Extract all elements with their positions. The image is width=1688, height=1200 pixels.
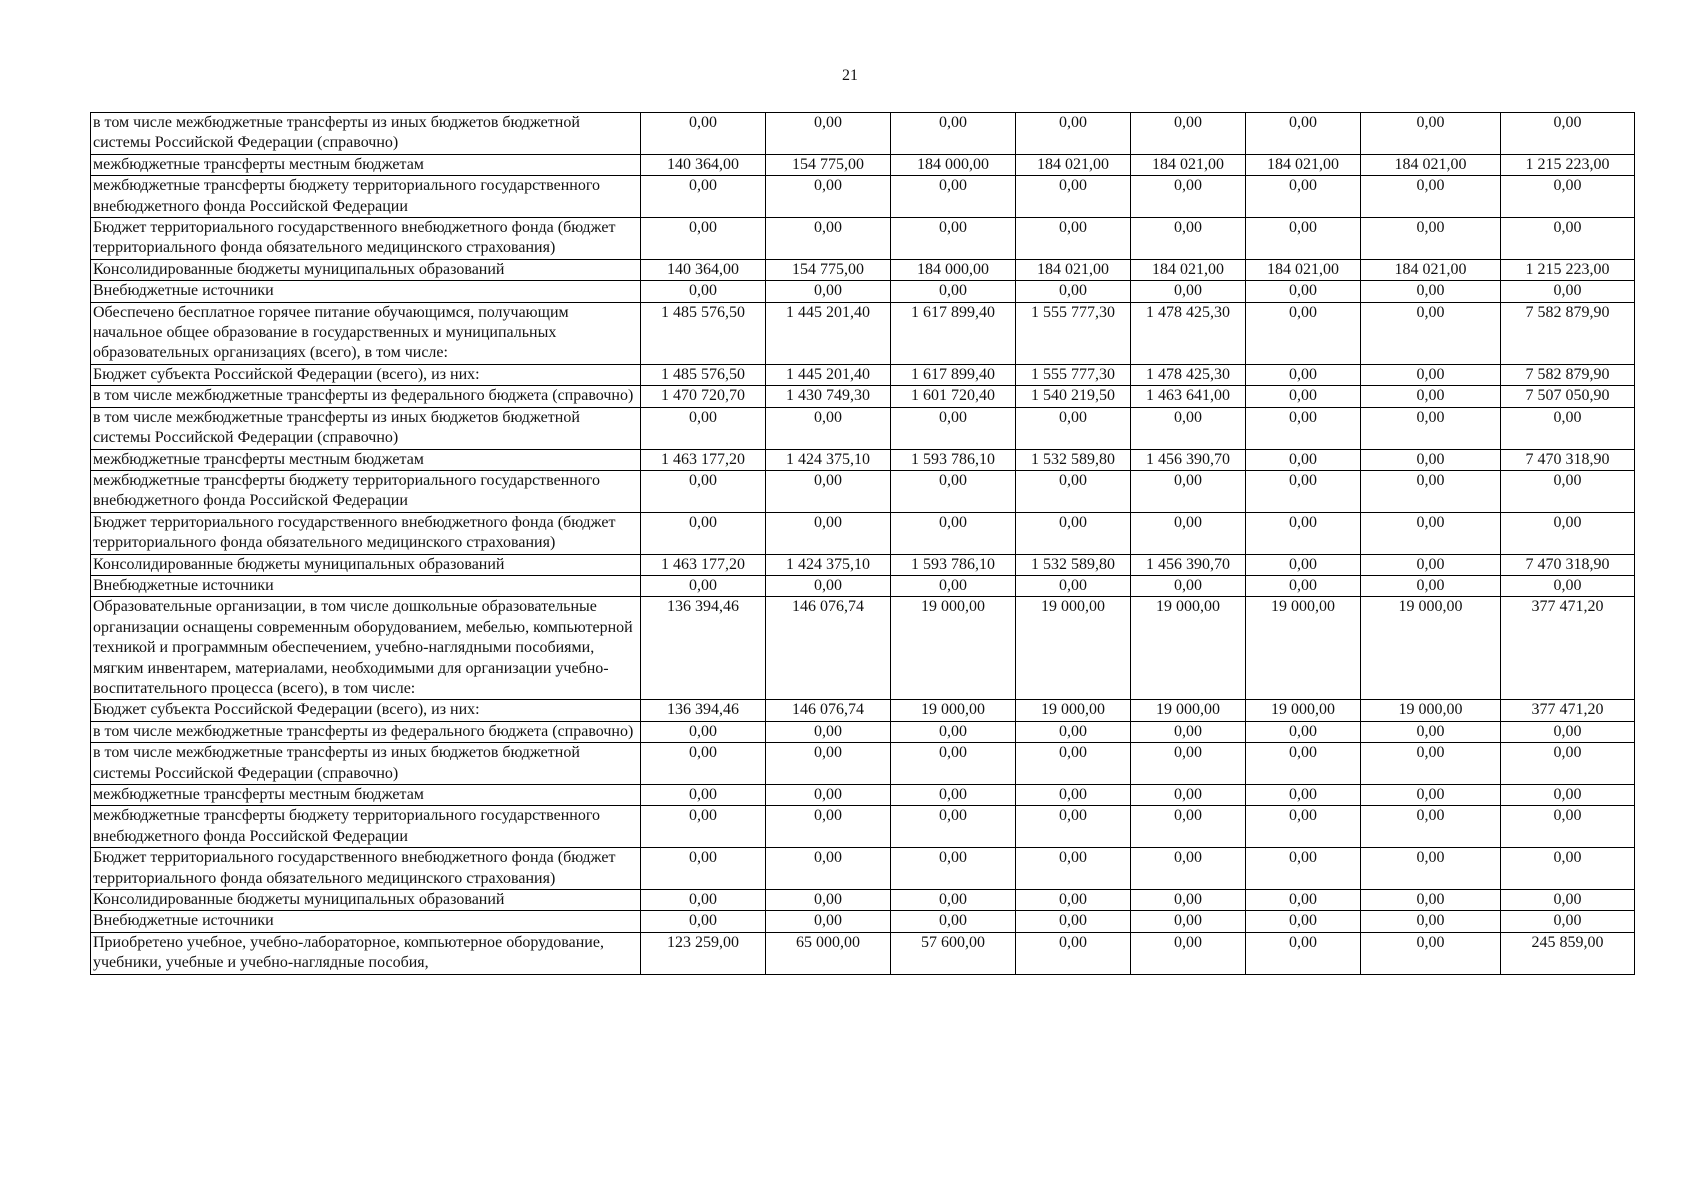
value-cell: 0,00 (891, 743, 1016, 785)
value-cell: 0,00 (1501, 785, 1635, 806)
value-cell: 0,00 (1361, 848, 1501, 890)
value-cell: 0,00 (1131, 218, 1246, 260)
value-cell: 0,00 (1246, 721, 1361, 742)
value-cell: 7 470 318,90 (1501, 449, 1635, 470)
value-cell: 19 000,00 (1131, 597, 1246, 700)
value-cell: 0,00 (1246, 932, 1361, 974)
value-cell: 19 000,00 (1016, 597, 1131, 700)
value-cell: 184 021,00 (1246, 154, 1361, 175)
table-row (91, 154, 1635, 175)
value-cell: 0,00 (766, 407, 891, 449)
value-cell: 0,00 (1016, 281, 1131, 302)
table-row (91, 785, 1635, 806)
value-cell: 0,00 (1246, 785, 1361, 806)
value-cell: 0,00 (1361, 512, 1501, 554)
value-cell: 0,00 (891, 218, 1016, 260)
row-label: Бюджет субъекта Российской Федерации (всего), из них: (91, 700, 641, 721)
value-cell: 0,00 (1246, 449, 1361, 470)
value-cell: 0,00 (641, 470, 766, 512)
value-cell: 1 424 375,10 (766, 449, 891, 470)
value-cell: 0,00 (1131, 911, 1246, 932)
value-cell: 1 463 177,20 (641, 449, 766, 470)
value-cell: 19 000,00 (1246, 597, 1361, 700)
table-row (91, 932, 1635, 974)
row-label: межбюджетные трансферты бюджету территориального государственного внебюджетного фонда Российской Федерации (91, 176, 641, 218)
value-cell: 0,00 (1131, 932, 1246, 974)
table-row (91, 386, 1635, 407)
value-cell: 0,00 (1361, 575, 1501, 596)
value-cell: 0,00 (1361, 911, 1501, 932)
row-label: Бюджет территориального государственного внебюджетного фонда (бюджет территориального фонда обязательного медицинского страхования) (91, 512, 641, 554)
value-cell: 19 000,00 (1361, 700, 1501, 721)
value-cell: 0,00 (1016, 806, 1131, 848)
value-cell: 0,00 (1501, 218, 1635, 260)
value-cell: 0,00 (1016, 785, 1131, 806)
value-cell: 1 463 177,20 (641, 554, 766, 575)
value-cell: 0,00 (766, 470, 891, 512)
value-cell: 0,00 (1246, 281, 1361, 302)
value-cell: 0,00 (1501, 407, 1635, 449)
row-label: в том числе межбюджетные трансферты из федерального бюджета (справочно) (91, 721, 641, 742)
value-cell: 0,00 (1131, 281, 1246, 302)
value-cell: 7 582 879,90 (1501, 302, 1635, 364)
value-cell: 0,00 (891, 848, 1016, 890)
value-cell: 0,00 (1361, 785, 1501, 806)
value-cell: 0,00 (1501, 721, 1635, 742)
value-cell: 0,00 (641, 281, 766, 302)
value-cell: 0,00 (891, 806, 1016, 848)
value-cell: 1 485 576,50 (641, 364, 766, 385)
value-cell: 0,00 (1131, 721, 1246, 742)
value-cell: 140 364,00 (641, 259, 766, 280)
value-cell: 0,00 (1131, 743, 1246, 785)
value-cell: 19 000,00 (891, 597, 1016, 700)
table-row (91, 721, 1635, 742)
value-cell: 0,00 (1361, 470, 1501, 512)
value-cell: 146 076,74 (766, 597, 891, 700)
row-label: межбюджетные трансферты бюджету территориального государственного внебюджетного фонда Российской Федерации (91, 806, 641, 848)
value-cell: 0,00 (1131, 113, 1246, 155)
value-cell: 0,00 (1016, 470, 1131, 512)
value-cell: 0,00 (1361, 364, 1501, 385)
value-cell: 0,00 (1016, 721, 1131, 742)
value-cell: 1 555 777,30 (1016, 302, 1131, 364)
row-label: Внебюджетные источники (91, 911, 641, 932)
value-cell: 0,00 (1246, 743, 1361, 785)
value-cell: 1 470 720,70 (641, 386, 766, 407)
value-cell: 0,00 (1246, 407, 1361, 449)
value-cell: 0,00 (1501, 281, 1635, 302)
value-cell: 0,00 (766, 176, 891, 218)
table-row (91, 848, 1635, 890)
value-cell: 0,00 (1131, 470, 1246, 512)
value-cell: 136 394,46 (641, 700, 766, 721)
value-cell: 0,00 (641, 785, 766, 806)
row-label: Приобретено учебное, учебно-лабораторное, компьютерное оборудование, учебники, учебные и учебно-наглядные пособия, (91, 932, 641, 974)
value-cell: 0,00 (1361, 890, 1501, 911)
value-cell: 19 000,00 (1246, 700, 1361, 721)
value-cell: 0,00 (1501, 806, 1635, 848)
value-cell: 19 000,00 (1016, 700, 1131, 721)
row-label: Обеспечено бесплатное горячее питание обучающимся, получающим начальное общее образование в государственных и муниципальных образовательных организациях (всего), в том числе: (91, 302, 641, 364)
value-cell: 0,00 (1016, 890, 1131, 911)
value-cell: 0,00 (1246, 848, 1361, 890)
value-cell: 0,00 (1501, 575, 1635, 596)
value-cell: 140 364,00 (641, 154, 766, 175)
value-cell: 0,00 (1501, 176, 1635, 218)
row-label: Бюджет территориального государственного внебюджетного фонда (бюджет территориального фонда обязательного медицинского страхования) (91, 218, 641, 260)
value-cell: 0,00 (1246, 218, 1361, 260)
value-cell: 0,00 (1131, 848, 1246, 890)
value-cell: 19 000,00 (1361, 597, 1501, 700)
value-cell: 146 076,74 (766, 700, 891, 721)
value-cell: 0,00 (1131, 176, 1246, 218)
value-cell: 0,00 (1246, 302, 1361, 364)
value-cell: 0,00 (766, 848, 891, 890)
value-cell: 0,00 (1361, 302, 1501, 364)
value-cell: 184 021,00 (1016, 154, 1131, 175)
value-cell: 0,00 (1131, 890, 1246, 911)
value-cell: 0,00 (1361, 176, 1501, 218)
value-cell: 0,00 (891, 113, 1016, 155)
value-cell: 1 532 589,80 (1016, 554, 1131, 575)
row-label: межбюджетные трансферты бюджету территориального государственного внебюджетного фонда Российской Федерации (91, 470, 641, 512)
row-label: в том числе межбюджетные трансферты из федерального бюджета (справочно) (91, 386, 641, 407)
value-cell: 1 463 641,00 (1131, 386, 1246, 407)
table-row (91, 743, 1635, 785)
value-cell: 0,00 (1361, 932, 1501, 974)
table-row (91, 259, 1635, 280)
table-row (91, 113, 1635, 155)
value-cell: 377 471,20 (1501, 597, 1635, 700)
value-cell: 0,00 (1246, 911, 1361, 932)
value-cell: 1 593 786,10 (891, 554, 1016, 575)
value-cell: 0,00 (1361, 386, 1501, 407)
value-cell: 0,00 (1361, 449, 1501, 470)
value-cell: 0,00 (891, 911, 1016, 932)
value-cell: 123 259,00 (641, 932, 766, 974)
value-cell: 0,00 (891, 176, 1016, 218)
value-cell: 136 394,46 (641, 597, 766, 700)
value-cell: 0,00 (1131, 512, 1246, 554)
value-cell: 184 021,00 (1246, 259, 1361, 280)
value-cell: 1 456 390,70 (1131, 449, 1246, 470)
budget-table (90, 112, 1635, 975)
value-cell: 1 215 223,00 (1501, 259, 1635, 280)
value-cell: 245 859,00 (1501, 932, 1635, 974)
value-cell: 1 445 201,40 (766, 364, 891, 385)
value-cell: 184 021,00 (1131, 154, 1246, 175)
value-cell: 184 000,00 (891, 154, 1016, 175)
value-cell: 1 478 425,30 (1131, 302, 1246, 364)
table-row (91, 407, 1635, 449)
value-cell: 0,00 (1246, 512, 1361, 554)
value-cell: 184 000,00 (891, 259, 1016, 280)
value-cell: 0,00 (766, 806, 891, 848)
value-cell: 0,00 (1131, 575, 1246, 596)
value-cell: 0,00 (1246, 470, 1361, 512)
value-cell: 0,00 (1246, 386, 1361, 407)
row-label: Бюджет территориального государственного внебюджетного фонда (бюджет территориального фонда обязательного медицинского страхования) (91, 848, 641, 890)
value-cell: 0,00 (766, 743, 891, 785)
value-cell: 0,00 (1016, 911, 1131, 932)
value-cell: 0,00 (1361, 806, 1501, 848)
page-number: 21 (842, 67, 858, 84)
value-cell: 0,00 (766, 512, 891, 554)
table-row (91, 302, 1635, 364)
value-cell: 1 485 576,50 (641, 302, 766, 364)
value-cell: 1 424 375,10 (766, 554, 891, 575)
value-cell: 0,00 (1361, 721, 1501, 742)
value-cell: 0,00 (766, 575, 891, 596)
value-cell: 0,00 (1361, 743, 1501, 785)
row-label: Внебюджетные источники (91, 281, 641, 302)
value-cell: 0,00 (766, 785, 891, 806)
row-label: Внебюджетные источники (91, 575, 641, 596)
value-cell: 0,00 (1246, 554, 1361, 575)
value-cell: 19 000,00 (1131, 700, 1246, 721)
value-cell: 65 000,00 (766, 932, 891, 974)
value-cell: 0,00 (1016, 512, 1131, 554)
value-cell: 57 600,00 (891, 932, 1016, 974)
row-label: в том числе межбюджетные трансферты из иных бюджетов бюджетной системы Российской Федерации (справочно) (91, 743, 641, 785)
value-cell: 1 601 720,40 (891, 386, 1016, 407)
value-cell: 7 470 318,90 (1501, 554, 1635, 575)
value-cell: 0,00 (891, 407, 1016, 449)
value-cell: 154 775,00 (766, 154, 891, 175)
value-cell: 0,00 (891, 785, 1016, 806)
table-row (91, 470, 1635, 512)
row-label: межбюджетные трансферты местным бюджетам (91, 154, 641, 175)
row-label: Образовательные организации, в том числе дошкольные образовательные организации оснащены современным оборудованием, мебелью, компьютерной техникой и программным обеспечением, учебно-наглядными пособиями, мягким инвентарем, материалами, необходимыми для организации учебно-воспитательного процесса (всего), в том числе: (91, 597, 641, 700)
value-cell: 0,00 (1361, 554, 1501, 575)
row-label: Бюджет субъекта Российской Федерации (всего), из них: (91, 364, 641, 385)
value-cell: 0,00 (1361, 218, 1501, 260)
value-cell: 0,00 (641, 176, 766, 218)
row-label: межбюджетные трансферты местным бюджетам (91, 785, 641, 806)
budget-table-body (91, 113, 1635, 975)
value-cell: 154 775,00 (766, 259, 891, 280)
value-cell: 0,00 (891, 281, 1016, 302)
value-cell: 0,00 (641, 890, 766, 911)
value-cell: 0,00 (1131, 785, 1246, 806)
value-cell: 0,00 (1016, 932, 1131, 974)
value-cell: 0,00 (1016, 176, 1131, 218)
table-row (91, 597, 1635, 700)
value-cell: 0,00 (1131, 407, 1246, 449)
table-row (91, 890, 1635, 911)
value-cell: 184 021,00 (1361, 259, 1501, 280)
value-cell: 1 456 390,70 (1131, 554, 1246, 575)
table-row (91, 449, 1635, 470)
value-cell: 0,00 (891, 721, 1016, 742)
value-cell: 1 532 589,80 (1016, 449, 1131, 470)
value-cell: 184 021,00 (1016, 259, 1131, 280)
value-cell: 7 507 050,90 (1501, 386, 1635, 407)
value-cell: 0,00 (766, 281, 891, 302)
value-cell: 0,00 (1246, 890, 1361, 911)
value-cell: 0,00 (891, 512, 1016, 554)
row-label: в том числе межбюджетные трансферты из иных бюджетов бюджетной системы Российской Федерации (справочно) (91, 113, 641, 155)
value-cell: 0,00 (766, 890, 891, 911)
value-cell: 1 593 786,10 (891, 449, 1016, 470)
value-cell: 0,00 (1131, 806, 1246, 848)
value-cell: 0,00 (891, 890, 1016, 911)
value-cell: 0,00 (766, 911, 891, 932)
value-cell: 0,00 (1246, 575, 1361, 596)
row-label: Консолидированные бюджеты муниципальных образований (91, 554, 641, 575)
value-cell: 0,00 (766, 113, 891, 155)
value-cell: 1 215 223,00 (1501, 154, 1635, 175)
table-row (91, 512, 1635, 554)
value-cell: 0,00 (891, 470, 1016, 512)
value-cell: 0,00 (1361, 113, 1501, 155)
value-cell: 0,00 (1246, 176, 1361, 218)
value-cell: 0,00 (1501, 743, 1635, 785)
value-cell: 0,00 (1361, 281, 1501, 302)
value-cell: 1 430 749,30 (766, 386, 891, 407)
row-label: в том числе межбюджетные трансферты из иных бюджетов бюджетной системы Российской Федерации (справочно) (91, 407, 641, 449)
value-cell: 7 582 879,90 (1501, 364, 1635, 385)
table-row (91, 218, 1635, 260)
row-label: Консолидированные бюджеты муниципальных образований (91, 890, 641, 911)
value-cell: 1 617 899,40 (891, 302, 1016, 364)
value-cell: 0,00 (641, 848, 766, 890)
value-cell: 0,00 (641, 113, 766, 155)
value-cell: 0,00 (1501, 848, 1635, 890)
value-cell: 0,00 (1016, 218, 1131, 260)
value-cell: 0,00 (641, 911, 766, 932)
value-cell: 0,00 (1501, 470, 1635, 512)
value-cell: 1 478 425,30 (1131, 364, 1246, 385)
value-cell: 19 000,00 (891, 700, 1016, 721)
value-cell: 1 540 219,50 (1016, 386, 1131, 407)
row-label: межбюджетные трансферты местным бюджетам (91, 449, 641, 470)
value-cell: 0,00 (641, 721, 766, 742)
value-cell: 0,00 (1501, 911, 1635, 932)
value-cell: 0,00 (1016, 743, 1131, 785)
value-cell: 0,00 (1501, 113, 1635, 155)
table-row (91, 575, 1635, 596)
table-row (91, 911, 1635, 932)
value-cell: 0,00 (1016, 575, 1131, 596)
table-row (91, 554, 1635, 575)
value-cell: 184 021,00 (1131, 259, 1246, 280)
value-cell: 0,00 (641, 806, 766, 848)
value-cell: 0,00 (641, 743, 766, 785)
value-cell: 0,00 (766, 218, 891, 260)
value-cell: 1 617 899,40 (891, 364, 1016, 385)
value-cell: 0,00 (641, 512, 766, 554)
table-row (91, 281, 1635, 302)
table-row (91, 700, 1635, 721)
value-cell: 0,00 (1246, 364, 1361, 385)
value-cell: 0,00 (641, 218, 766, 260)
value-cell: 0,00 (766, 721, 891, 742)
value-cell: 0,00 (1016, 848, 1131, 890)
value-cell: 0,00 (1246, 113, 1361, 155)
value-cell: 0,00 (641, 575, 766, 596)
value-cell: 0,00 (1501, 890, 1635, 911)
value-cell: 0,00 (1361, 407, 1501, 449)
row-label: Консолидированные бюджеты муниципальных образований (91, 259, 641, 280)
value-cell: 0,00 (1016, 113, 1131, 155)
value-cell: 0,00 (1501, 512, 1635, 554)
value-cell: 0,00 (641, 407, 766, 449)
table-row (91, 364, 1635, 385)
value-cell: 0,00 (1246, 806, 1361, 848)
value-cell: 377 471,20 (1501, 700, 1635, 721)
table-row (91, 806, 1635, 848)
value-cell: 184 021,00 (1361, 154, 1501, 175)
value-cell: 0,00 (1016, 407, 1131, 449)
value-cell: 1 555 777,30 (1016, 364, 1131, 385)
table-row (91, 176, 1635, 218)
value-cell: 0,00 (891, 575, 1016, 596)
value-cell: 1 445 201,40 (766, 302, 891, 364)
